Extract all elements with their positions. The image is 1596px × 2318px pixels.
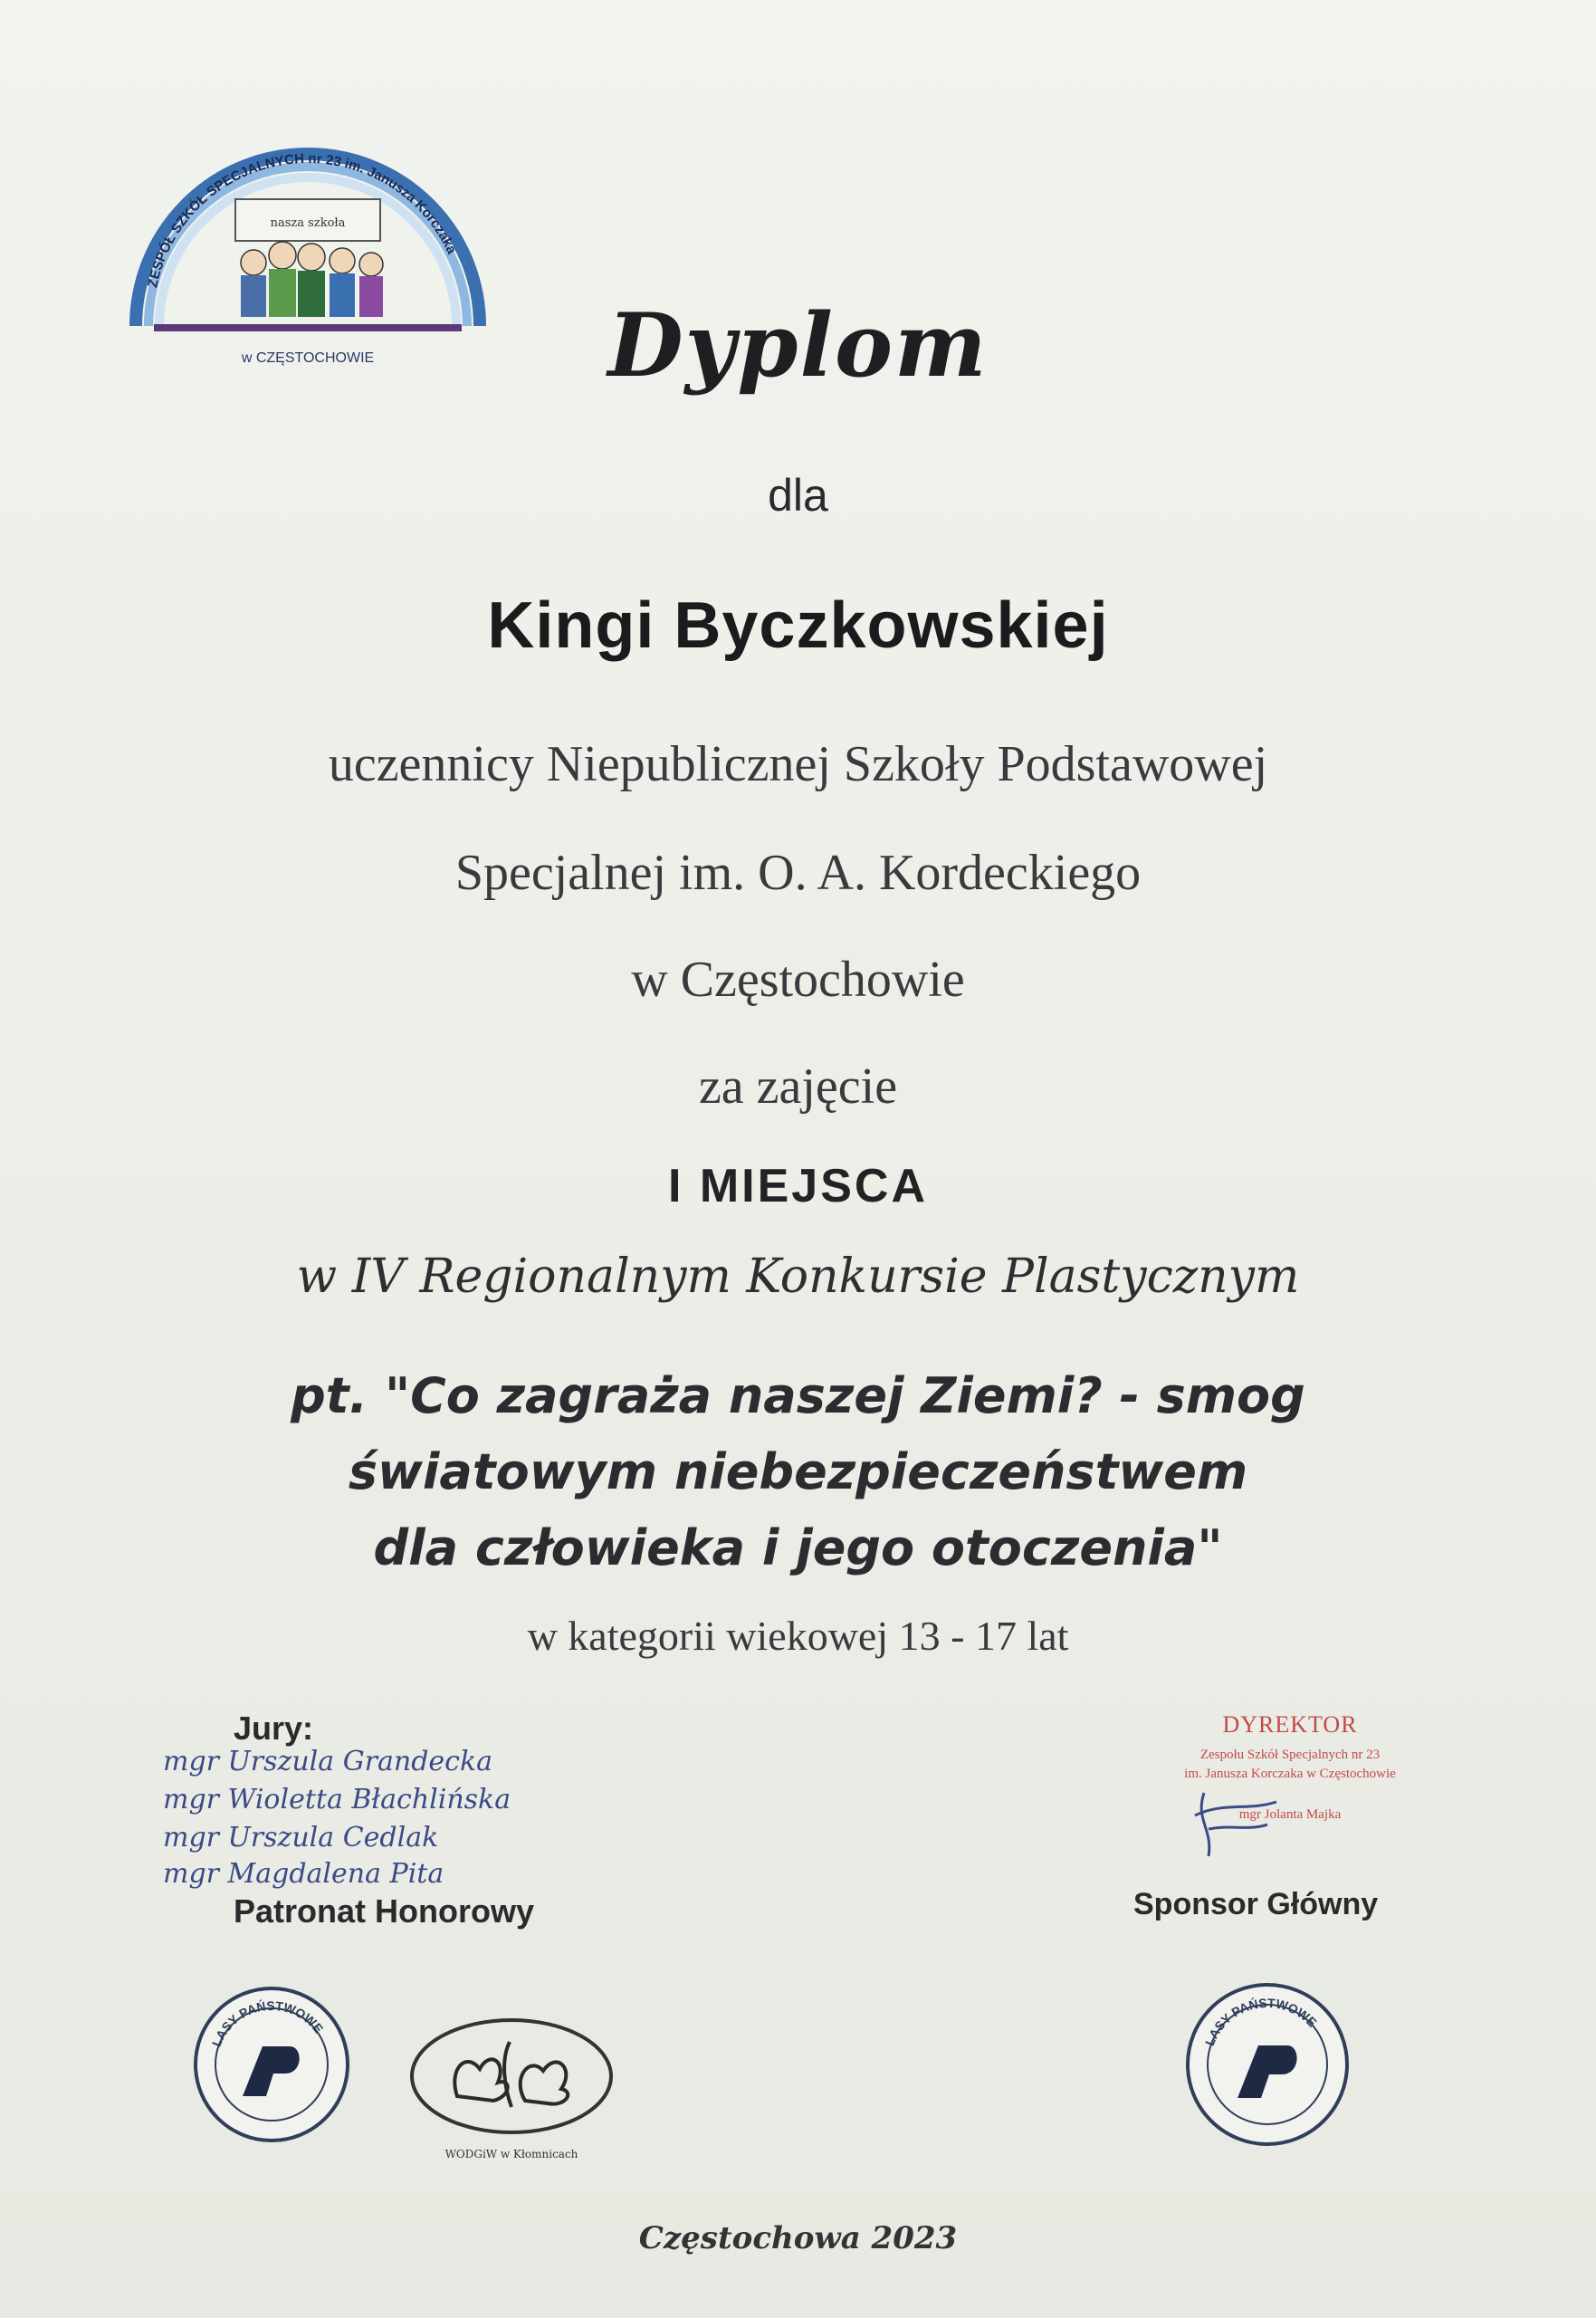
oak-leaf-logo bbox=[403, 2006, 620, 2169]
school-line-2: Specjalnej im. O. A. Kordeckiego bbox=[454, 845, 1142, 901]
leaf-logo-text: WODGiW w Kłomnicach bbox=[444, 2148, 578, 2160]
jury-signature-1: mgr Urszula Grandecka bbox=[163, 1746, 493, 1777]
jury-signature-4: mgr Magdalena Pita bbox=[163, 1858, 444, 1890]
lp-right-text: LASY PAŃSTWOWE bbox=[1201, 1995, 1320, 2048]
stamp-line-3: mgr Jolanta Majka bbox=[1238, 1807, 1342, 1822]
age-category: w kategorii wiekowej 13 - 17 lat bbox=[527, 1613, 1069, 1659]
topic-line-2: światowym niebezpieczeństwem bbox=[348, 1443, 1248, 1500]
jury-signature-2: mgr Wioletta Błachlińska bbox=[163, 1784, 511, 1815]
honorary-patronage-label: Patronat Honorowy bbox=[234, 1892, 535, 1930]
jury-label: Jury: bbox=[234, 1710, 314, 1747]
school-line-1: uczennicy Niepublicznej Szkoły Podstawowej bbox=[328, 736, 1268, 792]
lp-left-text: LASY PAŃSTWOWE bbox=[208, 1997, 327, 2049]
lasy-panstwowe-logo-left bbox=[190, 1983, 353, 2146]
contest-name: w IV Regionalnym Konkursie Plastycznym bbox=[296, 1250, 1300, 1304]
lasy-panstwowe-logo-right bbox=[1181, 1978, 1353, 2150]
recipient-name: Kingi Byczkowskiej bbox=[487, 589, 1109, 662]
school-line-3: w Częstochowie bbox=[631, 952, 965, 1008]
stamp-line-1: Zespołu Szkół Specjalnych nr 23 bbox=[1199, 1748, 1381, 1762]
for-taking-label: za zajęcie bbox=[698, 1058, 898, 1115]
main-sponsor-label: Sponsor Główny bbox=[1133, 1887, 1379, 1921]
for-label: dla bbox=[768, 470, 828, 521]
stamp-line-2: im. Janusza Korczaka w Częstochowie bbox=[1184, 1767, 1396, 1781]
school-logo-board-text: nasza szkoła bbox=[270, 216, 346, 230]
topic-line-3: dla człowieka i jego otoczenia" bbox=[373, 1519, 1223, 1576]
director-signature-icon bbox=[1141, 1775, 1322, 1874]
stamp-title: DYREKTOR bbox=[1222, 1711, 1358, 1738]
contest-topic bbox=[0, 1358, 1596, 1586]
school-logo-arc-text: ZESPÓŁ SZKÓŁ SPECJALNYCH nr 23 im. Janusza Korczaka bbox=[145, 150, 460, 290]
city-year: Częstochowa 2023 bbox=[638, 2220, 958, 2256]
topic-line-1: pt. "Co zagraża naszej Ziemi? - smog bbox=[291, 1367, 1305, 1424]
jury-signature-3: mgr Urszula Cedlak bbox=[163, 1822, 439, 1853]
school-logo-city-text: w CZĘSTOCHOWIE bbox=[241, 350, 375, 366]
diploma-title: Dyplom bbox=[607, 294, 989, 397]
place-label: I MIEJSCA bbox=[667, 1160, 929, 1212]
